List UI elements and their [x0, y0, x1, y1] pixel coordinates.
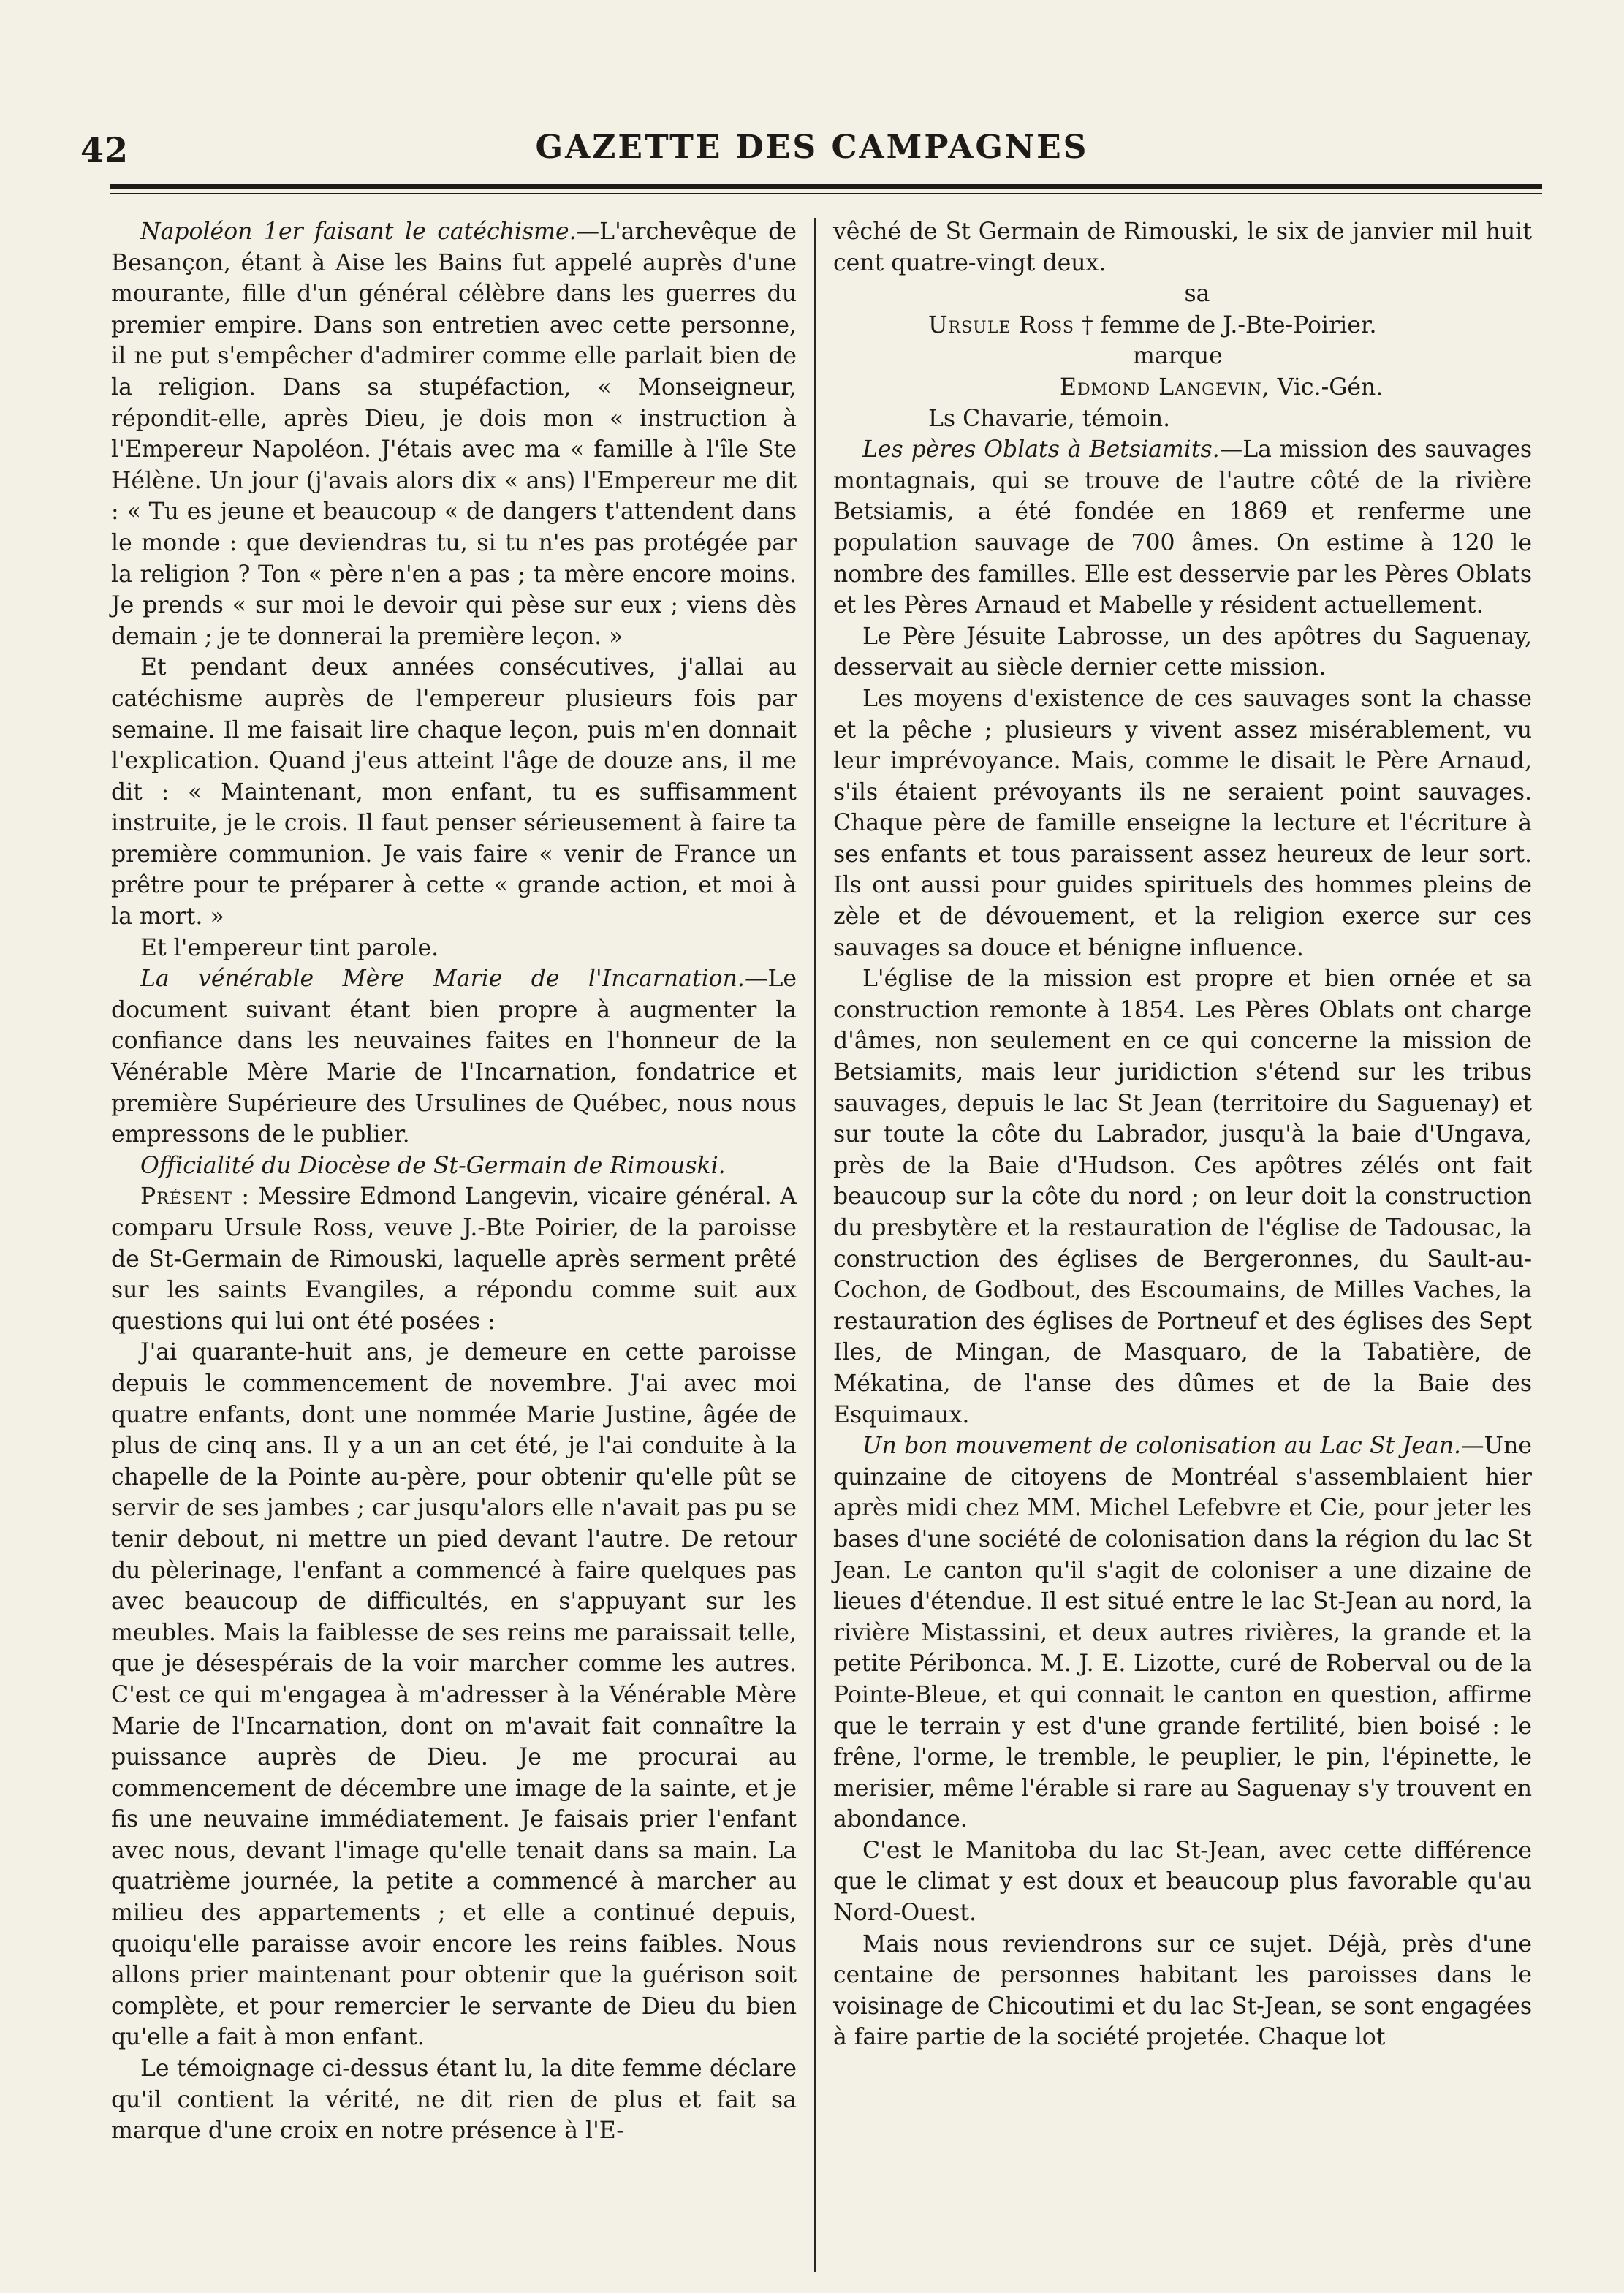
- article-colonisation-text: —Une quinzaine de citoyens de Montréal s'assemblaient hier après midi chez MM. Michel Lefebvre et Cie, pour jeter les bases d'une société de colonisation dans la région du lac St Jean. Le canton qu'il s'agit de coloniser a une dizaine de lieues d'étendue. Il est situé entre le lac St-Jean au nord, la rivière Mistassini, et deux autres rivières, la grande et la petite Péribonca. M. J. E. Lizotte, curé de Roberval ou de la Pointe-Bleue, et qui connait le canton en question, affirme que le terrain y est d'une grande fertilité, bien boisé : le frêne, l'orme, le tremble, le peuplier, le pin, l'épinette, le merisier, même l'érable si rare au Saguenay s'y trouvent en abondance.: [833, 1433, 1532, 1833]
- left-column: [111, 216, 797, 2147]
- article-oblats-p1: [833, 434, 1532, 621]
- temoignage-p1: J'ai quarante-huit ans, je demeure en cette paroisse depuis le commencement de novembre. J'ai avec moi quatre enfants, dont une nommée Marie Justine, âgée de plus de cinq ans. Il y a un an cet été, je l'ai conduite à la chapelle de la Pointe au-père, pour obtenir qu'elle pût se servir de ses jambes ; car jusqu'alors elle n'avait pas pu se tenir debout, ni mettre un pied devant l'autre. De retour du pèlerinage, l'enfant a commencé à faire quelques pas avec beaucoup de difficultés, en s'appuyant sur les meubles. Mais la faiblesse de ses reins me paraissait telle, que je désespérais de la voir marcher comme les autres. C'est ce qui m'engagea à m'adresser à la Vénérable Mère Marie de l'Incarnation, dont on m'avait fait connaître la puissance auprès de Dieu. Je me procurai au commencement de décembre une image de la sainte, et je fis une neuvaine immédiatement. Je faisais prier l'enfant avec nous, devant l'image qu'elle tenait dans sa main. La quatrième journée, la petite a commencé à marcher au milieu des appartements ; et elle a continué depuis, quoiqu'elle paraisse avoir encore les reins faibles. Nous allons prier maintenant pour obtenir que la guérison soit complète, et pour remercier le servante de Dieu du bien qu'elle a fait à mon enfant.: [111, 1339, 797, 2051]
- signature-ursule: [833, 310, 1532, 341]
- masthead-title: GAZETTE DES CAMPAGNES: [535, 129, 1089, 166]
- article-colonisation-p1: [833, 1430, 1532, 1835]
- page-number: 42: [80, 130, 129, 170]
- article-oblats-p3: Les moyens d'existence de ces sauvages sont la chasse et la pêche ; plusieurs y vivent assez misérablement, vu leur imprévoyance. Mais, comme le disait le Père Arnaud, s'ils étaient prévoyants ils ne seraient point sauvages. Chaque père de famille enseigne la lecture et l'écriture à ses enfants et tous paraissent assez heureux de leur sort. Ils ont aussi pour guides spirituels des hommes pleins de zèle et de dévouement, et la religion exerce sur ces sauvages sa douce et bénigne influence.: [833, 685, 1532, 961]
- signature-edmond-title: Vic.-Gén.: [1277, 374, 1384, 401]
- article-marie-title: La vénérable Mère Marie de l'Incarnation.: [140, 966, 745, 993]
- article-marie-p1: [111, 963, 797, 1151]
- signature-edmond-name: Edmond Langevin,: [1060, 374, 1270, 401]
- signature-edmond: [833, 372, 1532, 403]
- article-napoleon-title: Napoléon 1er faisant le catéchisme.: [140, 219, 577, 245]
- article-marie-text: —Le document suivant étant bien propre à augmenter la confiance dans les neuvaines faites en l'honneur de la Vénérable Mère Marie de l'Incarnation, fondatrice et première Supérieure des Ursulines de Québec, nous nous empressons de le publier.: [111, 966, 797, 1148]
- header-rule-thick: [110, 184, 1542, 189]
- article-napoleon-p1: [111, 216, 797, 652]
- article-napoleon-p3: Et l'empereur tint parole.: [140, 934, 439, 961]
- article-oblats-title: Les pères Oblats à Betsiamits.: [862, 436, 1220, 463]
- signature-marque: marque: [1133, 343, 1223, 370]
- article-napoleon-text: —L'archevêque de Besançon, étant à Aise les Bains fut appelé auprès d'une mourante, fille d'un général célèbre dans les guerres du premier empire. Dans son entretien avec cette personne, il ne put s'empêcher d'admirer comme elle parlait bien de la religion. Dans sa stupéfaction, « Monseigneur, répondit-elle, après Dieu, je dois mon « instruction à l'Empereur Napoléon. J'étais avec ma « famille à l'île Ste Hélène. Un jour (j'avais alors dix « ans) l'Empereur me dit : « Tu es jeune et beaucoup « de dangers t'attendent dans le monde : que deviendras tu, si tu n'es pas protégée par la religion ? Ton « père n'en a pas ; ta mère encore moins. Je prends « sur moi le devoir qui pèse sur eux ; viens dès demain ; je te donnerai la première leçon. »: [111, 219, 797, 650]
- right-column: [833, 216, 1532, 2053]
- signature-sa: sa: [1184, 281, 1210, 308]
- present-paragraph: [111, 1181, 797, 1337]
- signature-ursule-rest: † femme de J.-Bte-Poirier.: [1081, 311, 1377, 338]
- article-colonisation-p2: C'est le Manitoba du lac St-Jean, avec cette différence que le climat y est doux et beaucoup plus favorable qu'au Nord-Ouest.: [833, 1837, 1532, 1927]
- article-colonisation-p3: Mais nous reviendrons sur ce sujet. Déjà, près d'une centaine de personnes habitant les paroisses dans le voisinage de Chicoutimi et du lac St-Jean, se sont engagées à faire partie de la société projetée. Chaque lot: [833, 1930, 1532, 2051]
- column-divider: [814, 218, 816, 2272]
- article-oblats-text: —La mission des sauvages montagnais, qui se trouve de l'autre côté de la rivière Betsiamis, a été fondée en 1869 et renferme une population sauvage de 700 âmes. On estime à 120 le nombre des familles. Elle est desservie par les Pères Oblats et les Pères Arnaud et Mabelle y résident actuellement.: [833, 436, 1532, 619]
- temoignage-p2: Le témoignage ci-dessus étant lu, la dite femme déclare qu'il contient la vérité, ne dit rien de plus et fait sa marque d'une croix en notre présence à l'E-: [111, 2055, 797, 2145]
- present-label: Présent :: [140, 1183, 251, 1210]
- continuation-paragraph: vêché de St Germain de Rimouski, le six de janvier mil huit cent quatre-vingt deux.: [833, 219, 1532, 276]
- signature-ursule-name: Ursule Ross: [928, 311, 1074, 338]
- article-napoleon-p2: Et pendant deux années consécutives, j'allai au catéchisme auprès de l'empereur plusieurs fois par semaine. Il me faisait lire chaque leçon, puis m'en donnait l'explication. Quand j'eus atteint l'âge de douze ans, il me dit : « Maintenant, mon enfant, tu es suffisamment instruite, je le crois. Il faut penser sérieusement à faire ta première communion. Je vais faire « venir de France un prêtre pour te préparer à cette « grande action, et moi à la mort. »: [111, 654, 797, 931]
- article-colonisation-title: Un bon mouvement de colonisation au Lac St Jean.: [862, 1433, 1462, 1460]
- article-oblats-p2: Le Père Jésuite Labrosse, un des apôtres du Saguenay, desservait au siècle dernier cette mission.: [833, 623, 1532, 681]
- signature-temoin: Ls Chavarie, témoin.: [928, 405, 1171, 432]
- officialite-heading: Officialité du Diocèse de St-Germain de Rimouski.: [140, 1152, 726, 1179]
- present-text: Messire Edmond Langevin, vicaire général. A comparu Ursule Ross, veuve J.-Bte Poirier, de la paroisse de St-Germain de Rimouski, laquelle après serment prêté sur les saints Evangiles, a répondu comme suit aux questions qui lui ont été posées :: [111, 1183, 797, 1335]
- header-rule-thin: [110, 193, 1542, 194]
- article-oblats-p4: L'église de la mission est propre et bien ornée et sa construction remonte à 1854. Les Pères Oblats ont charge d'âmes, non seulement en ce qui concerne la mission de Betsiamits, mais leur juridiction s'étend sur les tribus sauvages, depuis le lac St Jean (territoire du Saguenay) et sur toute la côte du Labrador, jusqu'à la baie d'Ungava, près de la Baie d'Hudson. Ces apôtres zélés ont fait beaucoup sur la côte du nord ; on leur doit la construction du presbytère et la restauration de l'église de Tadousac, la construction des églises de Bergeronnes, du Sault-au-Cochon, de Godbout, des Escoumains, de Milles Vaches, la restauration des églises de Portneuf et des églises des Sept Iles, de Mingan, de Masquaro, de la Tabatière, de Mékatina, de l'anse des dûmes et de la Baie des Esquimaux.: [833, 966, 1532, 1428]
